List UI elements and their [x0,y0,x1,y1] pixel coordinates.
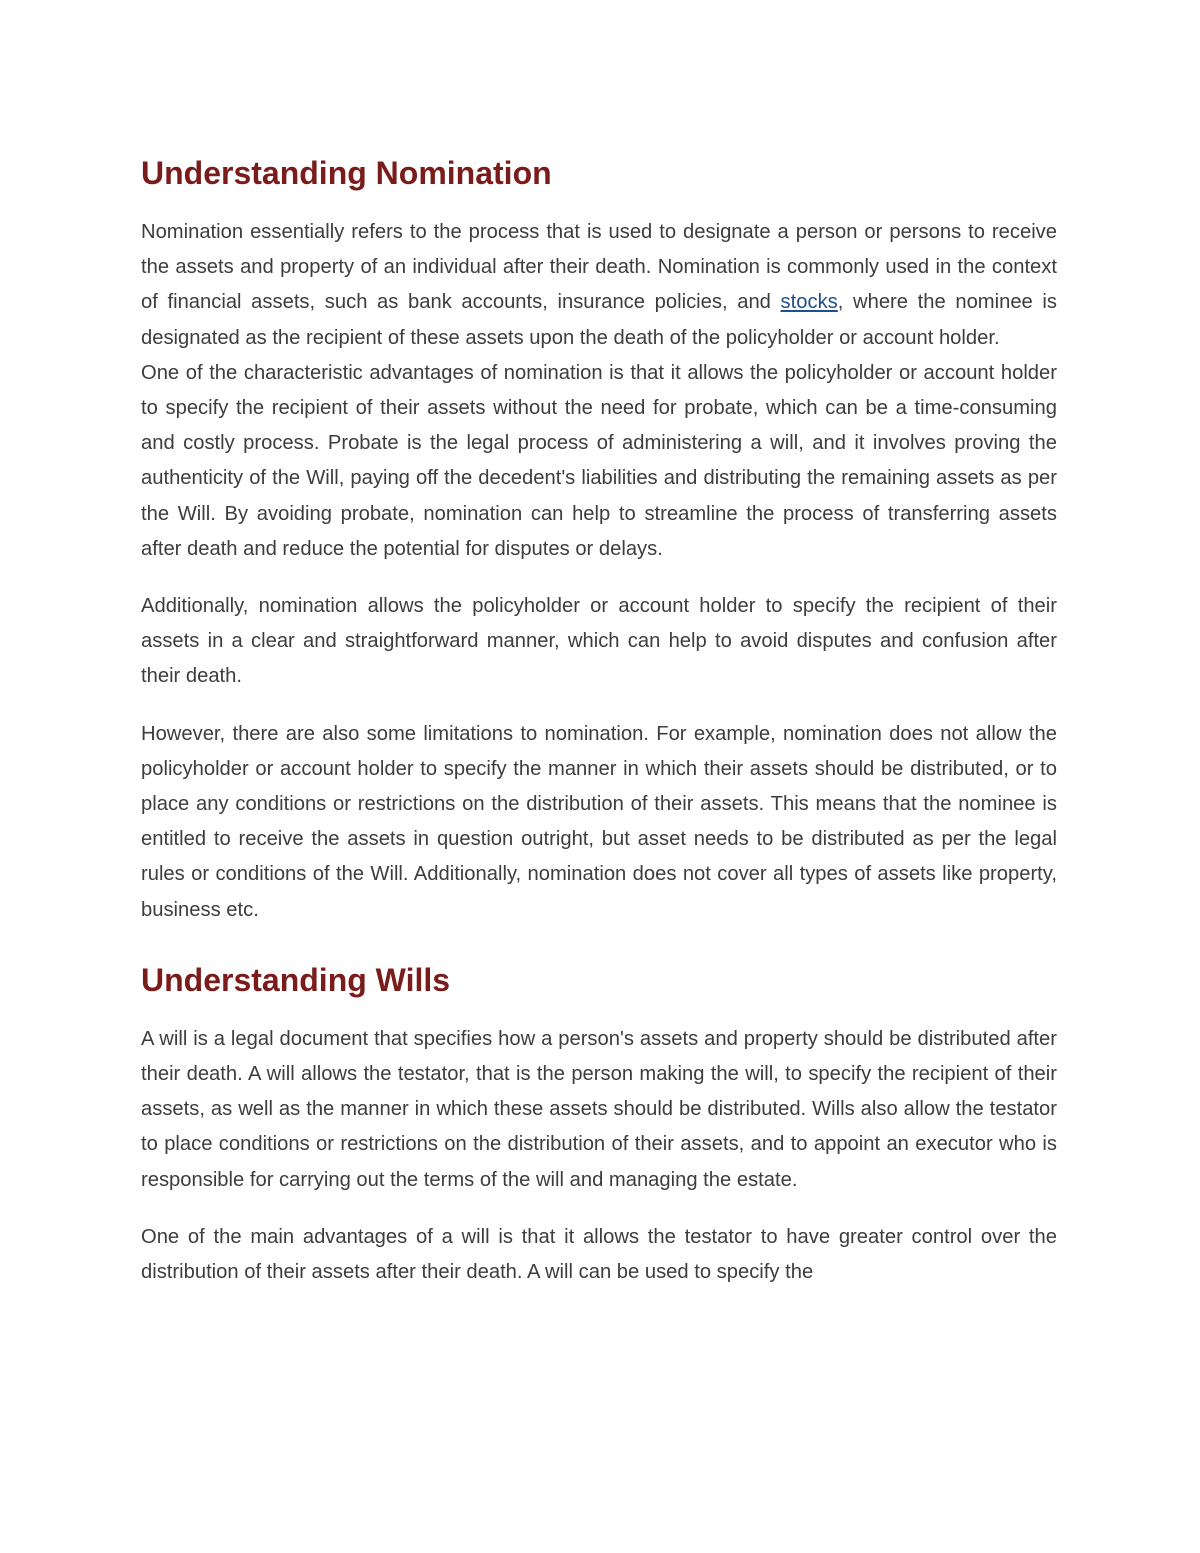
paragraph-nomination-advantages: One of the characteristic advantages of nomination is that it allows the policyholder or account holder to specify the recipient of their assets without the need for probate, which can be a time-consuming and costly process. Probate is the legal process of administering a will, and it involves proving the authenticity of the Will, paying off the decedent's liabilities and distributing the remaining assets as per the Will. By avoiding probate, nomination can help to streamline the process of transferring assets after death and reduce the potential for disputes or delays. [141,361,1057,560]
section-title-nomination: Understanding Nomination [141,155,552,191]
paragraph-nomination-limitations: However, there are also some limitations to nomination. For example, nomination does not allow the policyholder or account holder to specify the manner in which their assets should be distributed, or to place any conditions or restrictions on the distribution of their assets. This means that the nominee is entitled to receive the assets in question outright, but asset needs to be distributed as per the legal rules or conditions of the Will. Additionally, nomination does not cover all types of assets like property, business etc. [141,722,1057,921]
paragraph-nomination-definition [141,215,1057,356]
paragraph-text: , where the nominee is designated as the recipient of these assets upon the death of the policyholder or account holder. [141,291,1057,349]
section-title-wills: Understanding Wills [141,961,451,998]
document-page [141,145,1057,1290]
paragraph-text: Nomination essentially refers to the process that is used to designate a person or persons to receive the assets and property of an individual after their death. Nomination is commonly used in the context of financial assets, such as bank accounts, insurance policies, and [141,221,1057,314]
paragraph-will-definition: A will is a legal document that specifies how a person's assets and property should be distributed after their death. A will allows the testator, that is the person making the will, to specify the recipient of their assets, as well as the manner in which these assets should be distributed. Wills also allow the testator to place conditions or restrictions on the distribution of their assets, and to appoint an executor who is responsible for carrying out the terms of the will and managing the estate. [141,1027,1057,1191]
stocks-link[interactable]: stocks [780,291,838,314]
paragraph-will-advantages: One of the main advantages of a will is that it allows the testator to have greater control over the distribution of their assets after their death. A will can be used to specify the [141,1225,1057,1284]
paragraph-nomination-clarity: Additionally, nomination allows the policyholder or account holder to specify the recipient of their assets in a clear and straightforward manner, which can help to avoid disputes and confusion after their death. [141,595,1057,688]
